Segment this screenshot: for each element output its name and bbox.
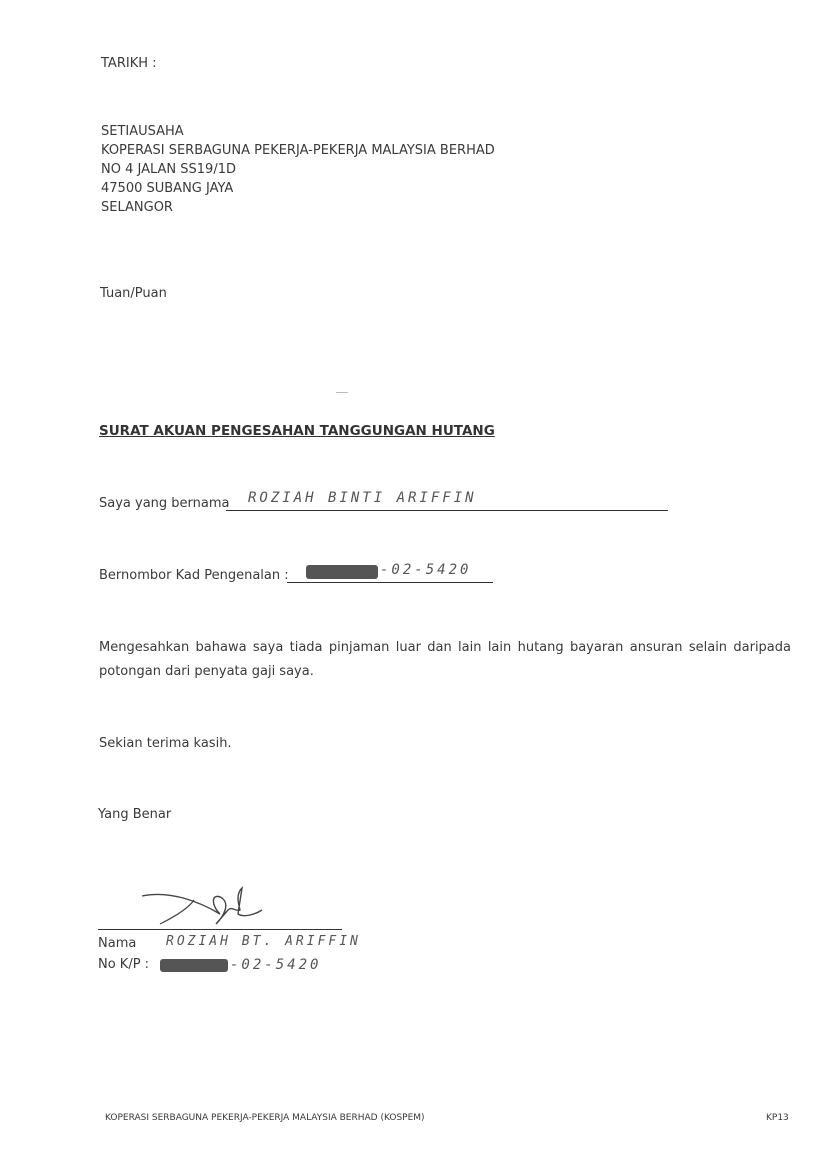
recipient-line-3: NO 4 JALAN SS19/1D [101,162,236,177]
date-label: TARIKH : [101,56,157,71]
recipient-line-5: SELANGOR [101,200,173,215]
signature-ic-redaction [160,959,228,972]
ic-redaction [306,565,378,579]
signature-name-label: Nama [98,936,137,951]
name-field-underline [226,510,668,511]
recipient-line-1: SETIAUSAHA [101,124,184,139]
signature-ic-value: -02-5420 [230,957,322,973]
signature-scribble [140,884,270,934]
closing-text: Sekian terima kasih. [99,736,232,751]
name-field-label: Saya yang bernama [99,496,230,511]
signature-line [98,929,342,930]
scan-speck [336,392,348,393]
recipient-line-4: 47500 SUBANG JAYA [101,181,234,196]
signature-name-value: ROZIAH BT. ARIFFIN [166,934,361,949]
name-field-value: ROZIAH BINTI ARIFFIN [248,490,477,506]
ic-field-label: Bernombor Kad Pengenalan : [99,568,289,583]
salutation: Tuan/Puan [100,286,167,301]
footer-code: KP13 [766,1113,789,1123]
recipient-line-2: KOPERASI SERBAGUNA PEKERJA-PEKERJA MALAYSIA BERHAD [101,143,495,158]
footer-org: KOPERASI SERBAGUNA PEKERJA-PEKERJA MALAYSIA BERHAD (KOSPEM) [105,1113,425,1123]
ic-field-value: -02-5420 [380,562,472,578]
ic-field-underline [287,582,493,583]
signature-ic-label: No K/P : [98,957,150,972]
signoff-text: Yang Benar [98,807,172,822]
document-title: SURAT AKUAN PENGESAHAN TANGGUNGAN HUTANG [99,423,495,439]
declaration-paragraph: Mengesahkan bahawa saya tiada pinjaman luar dan lain lain hutang bayaran ansuran selain daripada potongan dari penyata gaji saya. [99,640,791,679]
